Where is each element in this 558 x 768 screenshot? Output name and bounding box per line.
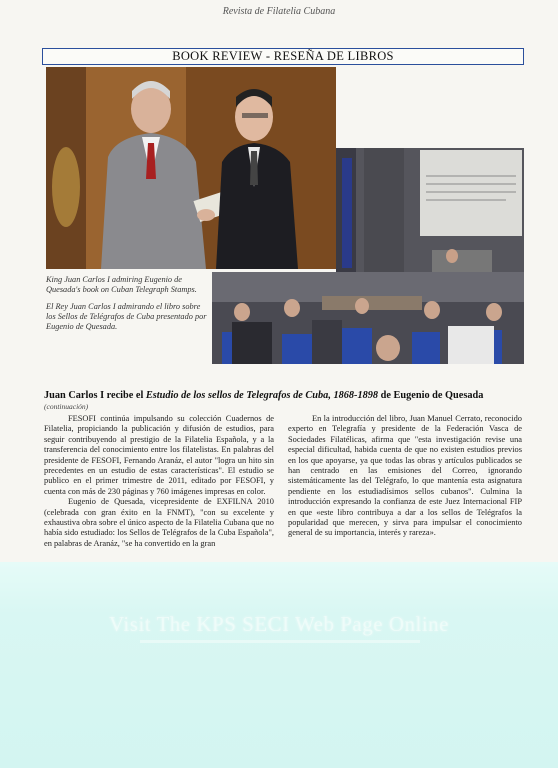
section-banner: BOOK REVIEW - RESEÑA DE LIBROS [42, 48, 524, 65]
article-title [44, 390, 524, 401]
article-title-book: Estudio de los sellos de Telegrafos de Cuba, 1868-1898 [145, 390, 379, 401]
article-paragraph: Eugenio de Quesada, vicepresidente de EXFILNA 2010 (celebrada con gran éxito en la FNMT), "con su excelente y exhaustiva obra sobre el único aspecto de la Filatelia Cubana que no había sido estudiado: los Sellos de Telégrafos de la Cuba Española", en palabras de Aranáz, "se ha convertido en la gran [44, 497, 274, 548]
caption-english: King Juan Carlos I admiring Eugenio de Quesada's book on Cuban Telegraph Stamps. [46, 275, 197, 294]
article-column-right [288, 414, 522, 564]
promo-link[interactable]: Visit The KPS SECI Web Page Online [109, 612, 449, 636]
article-title-suffix: de Eugenio de Quesada [378, 390, 484, 401]
promo-underline [140, 640, 420, 643]
article-paragraph: FESOFI continúa impulsando su colección Cuadernos de Filatelia, propiciando la publicación y difusión de estudios, para seguir contribuyendo al prestigio de la Filatelia Española, y a la transferencia del conocimiento entre los filatelistas. En palabras del presidente de FESOFI, Fernando Aranáz, el autor "logra un hito sin precedentes en un estudio de estas características". El estudio se publico en el primer trimestre de 2011, editado por FESOFI, y cuenta con más de 230 páginas y 760 imágenes impresas en color. [44, 414, 274, 496]
journal-name: Revista de Filatelia Cubana [222, 6, 336, 17]
photo-audience-image [212, 272, 524, 364]
article-paragraph: En la introducción del libro, Juan Manuel Cerrato, reconocido experto en Telegrafía y presidente de la Federación Vasca de Sociedades Filatélicas, afirma que "esta investigación revise una especial dificultad, habida cuenta de que no existen estudios previos en los que apoyarse, ya que todas las obras y artículos publicados se han centrado en las emisiones del Correo, ignorando sistemáticamente las del Telégrafo, lo que mantenía esta asignatura pendiente en los estudiadísimos sellos cubanos". Culmina la introducción expresando la confianza de este Juez Internacional FIP en que «este libro contribuya a dar a los sellos de Telégrafos la popularidad que merecen, y sirva para impulsar el conocimiento general de su importancia, interés y rareza». [288, 414, 522, 538]
continuation-note: (continuación) [44, 402, 89, 411]
photo-audience [212, 272, 524, 364]
photo-presentation-screen [336, 148, 524, 272]
article-title-prefix: Juan Carlos I recibe el [44, 390, 146, 401]
promo-band [0, 562, 558, 768]
photo-king-and-author-image [46, 67, 336, 269]
caption-spanish: El Rey Juan Carlos I admirando el libro sobre los Sellos de Telégrafos de Cuba presentado por Eugenio de Quesada. [46, 302, 207, 331]
photo-presentation-screen-image [336, 148, 524, 272]
article-column-left [44, 414, 274, 574]
photo-king-and-author [46, 67, 336, 269]
